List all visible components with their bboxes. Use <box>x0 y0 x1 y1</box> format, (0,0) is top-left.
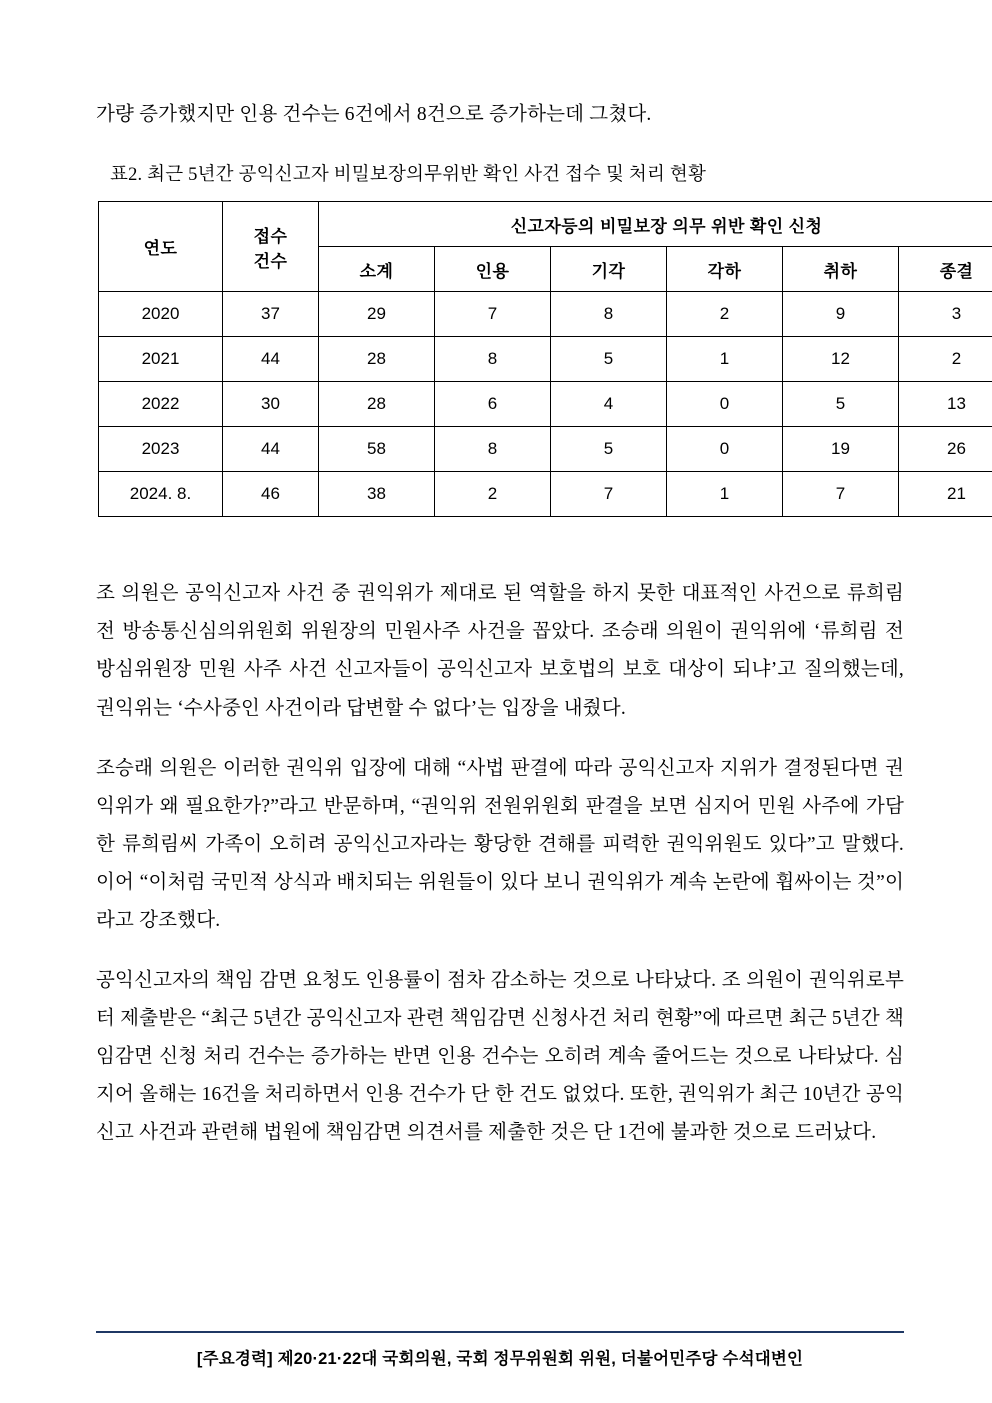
cell-received: 44 <box>223 427 319 472</box>
paragraph-3: 공익신고자의 책임 감면 요청도 인용률이 점차 감소하는 것으로 나타났다. 조 의원이 권익위로부터 제출받은 “최근 5년간 공익신고자 관련 책임감면 신청사건 처리 현황”에 따르면 최근 5년간 책임감면 신청 처리 건수는 증가하는 반면 인용 건수는 오히려 계속 줄어드는 것으로 나타났다. 심지어 올해는 16건을 처리하면서 인용 건수가 단 한 건도 없었다. 또한, 권익위가 최근 10년간 공익신고 사건과 관련해 법원에 책임감면 의견서를 제출한 것은 단 1건에 불과한 것으로 드러났다. <box>96 969 904 1143</box>
header-group-title: 신고자등의 비밀보장 의무 위반 확인 신청 <box>319 202 992 247</box>
table-header <box>99 202 992 292</box>
paragraph-1: 조 의원은 공익신고자 사건 중 권익위가 제대로 된 역할을 하지 못한 대표적인 사건으로 류희림 전 방송통신심의위원회 위원장의 민원사주 사건을 꼽았다. 조승래 의원이 권익위에 ‘류희림 전 방심위원장 민원 사주 사건 신고자들이 공익신고자 보호법의 보호 대상이 되냐’고 질의했는데, 권익위는 ‘수사중인 사건이라 답변할 수 없다’는 입장을 내줬다. <box>96 583 904 719</box>
cell-subtotal: 28 <box>319 382 435 427</box>
cell-rejected: 5 <box>551 337 667 382</box>
cell-dismissed: 2 <box>667 292 783 337</box>
table-row <box>99 292 992 337</box>
cell-year: 2021 <box>99 337 223 382</box>
cell-rejected: 8 <box>551 292 667 337</box>
lead-paragraph: 가량 증가했지만 인용 건수는 6건에서 8건으로 증가하는데 그쳤다. <box>96 104 652 125</box>
cell-accepted: 8 <box>435 427 551 472</box>
paragraph-2: 조승래 의원은 이러한 권익위 입장에 대해 “사법 판결에 따라 공익신고자 지위가 결정된다면 권익위가 왜 필요한가?”라고 반문하며, “권익위 전원위원회 판결을 보면 심지어 민원 사주에 가담한 류희림씨 가족이 오히려 공익신고자라는 황당한 견해를 피력한 권익위원도 있다”고 말했다. 이어 “이처럼 국민적 상식과 배치되는 위원들이 있다 보니 권익위가 계속 논란에 휩싸이는 것”이라고 강조했다. <box>96 757 904 931</box>
cell-received: 37 <box>223 292 319 337</box>
cell-subtotal: 38 <box>319 472 435 517</box>
header-subtotal: 소계 <box>319 247 435 292</box>
cell-year: 2024. 8. <box>99 472 223 517</box>
page-footer <box>96 1331 904 1369</box>
cell-dismissed: 0 <box>667 427 783 472</box>
cell-withdrawn: 19 <box>783 427 899 472</box>
cell-withdrawn: 7 <box>783 472 899 517</box>
cell-accepted: 8 <box>435 337 551 382</box>
table-row <box>99 427 992 472</box>
body-text <box>96 575 904 1151</box>
cell-closed: 26 <box>899 427 992 472</box>
header-received-line2: 건수 <box>253 251 288 271</box>
cell-accepted: 6 <box>435 382 551 427</box>
header-dismissed: 각하 <box>667 247 783 292</box>
cell-subtotal: 28 <box>319 337 435 382</box>
cell-subtotal: 58 <box>319 427 435 472</box>
table-header-row-group <box>99 202 992 247</box>
cell-subtotal: 29 <box>319 292 435 337</box>
cell-year: 2022 <box>99 382 223 427</box>
cell-rejected: 4 <box>551 382 667 427</box>
cell-rejected: 5 <box>551 427 667 472</box>
header-withdrawn: 취하 <box>783 247 899 292</box>
cell-dismissed: 1 <box>667 337 783 382</box>
header-closed: 종결 <box>899 247 992 292</box>
cell-dismissed: 0 <box>667 382 783 427</box>
statistics-table <box>98 201 992 517</box>
header-accepted: 인용 <box>435 247 551 292</box>
cell-closed: 2 <box>899 337 992 382</box>
cell-withdrawn: 12 <box>783 337 899 382</box>
cell-year: 2020 <box>99 292 223 337</box>
cell-received: 46 <box>223 472 319 517</box>
cell-received: 44 <box>223 337 319 382</box>
cell-rejected: 7 <box>551 472 667 517</box>
header-received-line1: 접수 <box>253 226 288 246</box>
header-received <box>223 202 319 292</box>
table-row <box>99 472 992 517</box>
cell-received: 30 <box>223 382 319 427</box>
cell-year: 2023 <box>99 427 223 472</box>
header-rejected: 기각 <box>551 247 667 292</box>
table-body <box>99 292 992 517</box>
cell-withdrawn: 9 <box>783 292 899 337</box>
cell-accepted: 2 <box>435 472 551 517</box>
cell-withdrawn: 5 <box>783 382 899 427</box>
table-row <box>99 382 992 427</box>
header-year: 연도 <box>99 202 223 292</box>
cell-closed: 3 <box>899 292 992 337</box>
table-row <box>99 337 992 382</box>
footer-text: [주요경력] 제20·21·22대 국회의원, 국회 정무위원회 위원, 더불어민주당 수석대변인 <box>196 1350 804 1368</box>
cell-closed: 21 <box>899 472 992 517</box>
cell-accepted: 7 <box>435 292 551 337</box>
table-caption: 표2. 최근 5년간 공익신고자 비밀보장의무위반 확인 사건 접수 및 처리 현황 <box>110 165 707 186</box>
cell-closed: 13 <box>899 382 992 427</box>
cell-dismissed: 1 <box>667 472 783 517</box>
